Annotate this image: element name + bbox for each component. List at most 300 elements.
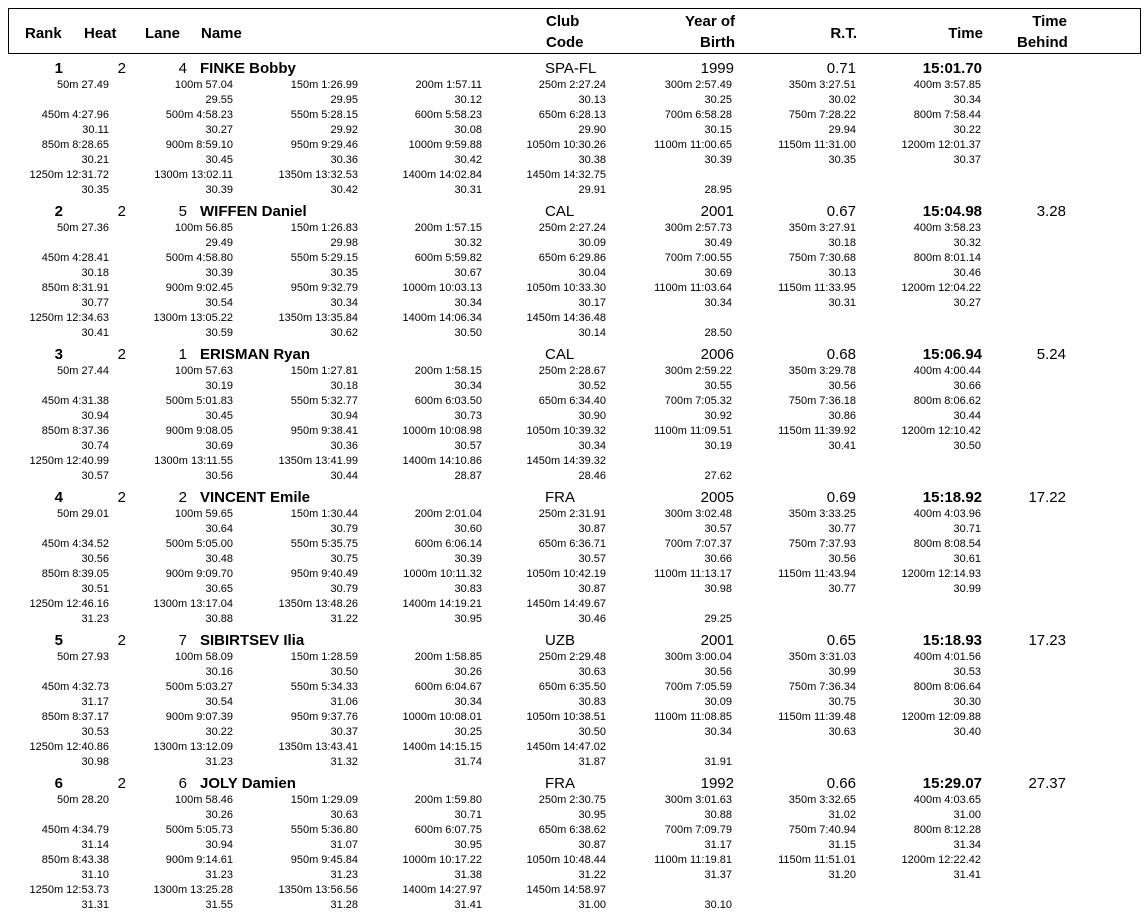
swimmer-name: ERISMAN Ryan [200, 346, 311, 363]
split-time: 450m 4:32.73 [41, 681, 109, 693]
reaction-time: 0.67 [826, 203, 856, 220]
final-time: 15:18.93 [922, 632, 982, 649]
split-time: 50m 27.44 [57, 365, 109, 377]
split-lap: 30.95 [454, 613, 482, 625]
split-time: 800m 7:58.44 [913, 109, 981, 121]
split-time: 550m 5:32.77 [290, 395, 358, 407]
swimmer-name: FINKE Bobby [200, 60, 296, 77]
split-time: 100m 59.65 [174, 508, 233, 520]
split-time: 1200m 12:14.93 [901, 568, 981, 580]
split-lap: 30.36 [330, 154, 358, 166]
split-time: 1100m 11:19.81 [654, 854, 732, 866]
split-lap: 30.74 [81, 440, 109, 452]
split-time: 50m 28.20 [57, 794, 109, 806]
reaction-time: 0.68 [826, 346, 856, 363]
club-code: UZB [545, 632, 575, 649]
split-lap: 30.15 [704, 124, 732, 136]
split-time: 1450m 14:39.32 [526, 455, 606, 467]
split-time: 150m 1:30.44 [290, 508, 358, 520]
split-lap: 30.57 [81, 470, 109, 482]
split-lap: 30.41 [81, 327, 109, 339]
split-time: 450m 4:34.79 [41, 824, 109, 836]
split-lap: 30.34 [454, 380, 482, 392]
reaction-time: 0.65 [826, 632, 856, 649]
split-lap: 30.75 [828, 696, 856, 708]
split-time: 1050m 10:42.19 [526, 568, 606, 580]
split-lap: 29.91 [578, 184, 606, 196]
split-lap: 30.56 [828, 380, 856, 392]
split-time: 450m 4:28.41 [41, 252, 109, 264]
split-time: 50m 27.93 [57, 651, 109, 663]
split-time: 1000m 10:17.22 [402, 854, 482, 866]
lane-cell: 6 [178, 775, 187, 792]
split-lap: 31.41 [454, 899, 482, 911]
split-lap: 30.45 [205, 154, 233, 166]
split-time: 500m 5:03.27 [165, 681, 233, 693]
split-time: 1050m 10:33.30 [526, 282, 606, 294]
rank-cell: 4 [54, 489, 63, 506]
split-lap: 30.86 [828, 410, 856, 422]
split-lap: 30.71 [454, 809, 482, 821]
split-time: 1450m 14:58.97 [526, 884, 606, 896]
split-lap: 30.42 [454, 154, 482, 166]
split-time: 350m 3:32.65 [788, 794, 856, 806]
split-lap: 30.02 [828, 94, 856, 106]
split-time: 750m 7:40.94 [788, 824, 856, 836]
heat-cell: 2 [117, 203, 126, 220]
split-lap: 30.39 [454, 553, 482, 565]
split-time: 250m 2:30.75 [538, 794, 606, 806]
split-lap: 30.30 [953, 696, 981, 708]
split-time: 550m 5:35.75 [290, 538, 358, 550]
split-time: 850m 8:31.91 [41, 282, 109, 294]
split-time: 600m 5:59.82 [414, 252, 482, 264]
time-behind: 27.37 [1028, 775, 1066, 792]
header-club-line1: Club [546, 13, 580, 30]
split-lap: 30.94 [81, 410, 109, 422]
split-lap: 30.45 [205, 410, 233, 422]
split-time: 150m 1:26.83 [290, 222, 358, 234]
split-lap: 30.77 [828, 523, 856, 535]
split-lap: 31.34 [953, 839, 981, 851]
split-lap: 30.42 [330, 184, 358, 196]
split-time: 1050m 10:38.51 [526, 711, 606, 723]
split-lap: 30.95 [578, 809, 606, 821]
split-time: 1150m 11:39.48 [778, 711, 856, 723]
year-of-birth: 2001 [700, 203, 734, 220]
split-lap: 30.26 [454, 666, 482, 678]
split-time: 400m 3:57.85 [913, 79, 981, 91]
heat-cell: 2 [117, 489, 126, 506]
split-lap: 30.11 [82, 124, 109, 136]
rank-cell: 3 [54, 346, 63, 363]
split-time: 1200m 12:10.42 [901, 425, 981, 437]
split-lap: 30.10 [704, 899, 732, 911]
reaction-time: 0.69 [826, 489, 856, 506]
split-time: 1150m 11:39.92 [778, 425, 856, 437]
heat-cell: 2 [117, 775, 126, 792]
split-time: 500m 5:05.00 [165, 538, 233, 550]
split-time: 350m 3:31.03 [788, 651, 856, 663]
split-lap: 30.65 [205, 583, 233, 595]
year-of-birth: 2005 [700, 489, 734, 506]
split-time: 1200m 12:01.37 [901, 139, 981, 151]
split-lap: 30.32 [953, 237, 981, 249]
time-behind: 3.28 [1036, 203, 1066, 220]
split-lap: 30.31 [454, 184, 482, 196]
split-time: 1300m 13:02.11 [154, 169, 233, 181]
split-lap: 30.18 [81, 267, 109, 279]
heat-cell: 2 [117, 60, 126, 77]
split-time: 1400m 14:27.97 [402, 884, 482, 896]
split-time: 1250m 12:31.72 [29, 169, 109, 181]
split-time: 1100m 11:09.51 [654, 425, 732, 437]
split-lap: 30.99 [953, 583, 981, 595]
split-time: 450m 4:27.96 [41, 109, 109, 121]
split-lap: 30.94 [330, 410, 358, 422]
split-time: 1350m 13:56.56 [278, 884, 358, 896]
split-lap: 29.94 [828, 124, 856, 136]
split-time: 850m 8:37.36 [41, 425, 109, 437]
split-lap: 30.34 [704, 726, 732, 738]
split-time: 400m 4:00.44 [913, 365, 981, 377]
final-time: 15:18.92 [922, 489, 982, 506]
swimmer-name: WIFFEN Daniel [200, 203, 307, 220]
time-behind: 17.22 [1028, 489, 1066, 506]
split-lap: 30.92 [704, 410, 732, 422]
split-lap: 30.38 [578, 154, 606, 166]
split-time: 1450m 14:47.02 [526, 741, 606, 753]
split-lap: 31.23 [330, 869, 358, 881]
split-time: 1250m 12:40.99 [29, 455, 109, 467]
split-lap: 30.79 [330, 523, 358, 535]
final-time: 15:06.94 [922, 346, 982, 363]
split-lap: 30.77 [828, 583, 856, 595]
split-time: 150m 1:26.99 [290, 79, 358, 91]
split-lap: 30.26 [205, 809, 233, 821]
split-time: 850m 8:39.05 [41, 568, 109, 580]
split-lap: 30.46 [578, 613, 606, 625]
split-lap: 30.34 [953, 94, 981, 106]
split-time: 1350m 13:48.26 [278, 598, 358, 610]
split-lap: 30.44 [330, 470, 358, 482]
split-lap: 30.98 [704, 583, 732, 595]
split-time: 250m 2:27.24 [538, 222, 606, 234]
header-yob-line1: Year of [684, 13, 735, 30]
swimmer-name: JOLY Damien [200, 775, 296, 792]
split-lap: 31.32 [330, 756, 358, 768]
split-lap: 30.64 [205, 523, 233, 535]
split-lap: 31.00 [953, 809, 981, 821]
split-lap: 30.34 [454, 297, 482, 309]
split-time: 100m 58.46 [174, 794, 233, 806]
split-lap: 30.17 [578, 297, 606, 309]
header-heat: Heat [84, 25, 117, 42]
split-lap: 30.51 [81, 583, 109, 595]
split-lap: 30.09 [578, 237, 606, 249]
split-time: 1150m 11:33.95 [778, 282, 856, 294]
split-lap: 31.55 [205, 899, 233, 911]
lane-cell: 4 [178, 60, 187, 77]
split-time: 750m 7:36.18 [788, 395, 856, 407]
split-time: 400m 4:03.96 [913, 508, 981, 520]
split-lap: 27.62 [704, 470, 732, 482]
split-lap: 30.50 [578, 726, 606, 738]
split-time: 900m 9:08.05 [165, 425, 233, 437]
split-lap: 28.50 [704, 327, 732, 339]
split-time: 600m 5:58.23 [414, 109, 482, 121]
split-lap: 30.34 [704, 297, 732, 309]
split-time: 1150m 11:43.94 [778, 568, 856, 580]
split-time: 700m 7:09.79 [664, 824, 732, 836]
split-lap: 30.56 [205, 470, 233, 482]
split-time: 100m 57.63 [174, 365, 233, 377]
split-time: 750m 7:28.22 [788, 109, 856, 121]
split-lap: 30.56 [81, 553, 109, 565]
split-lap: 29.98 [330, 237, 358, 249]
split-time: 800m 8:12.28 [913, 824, 981, 836]
table-header [8, 8, 1141, 54]
split-time: 200m 1:57.11 [415, 79, 482, 91]
split-lap: 30.08 [454, 124, 482, 136]
club-code: CAL [545, 203, 575, 220]
lane-cell: 5 [178, 203, 187, 220]
split-lap: 30.54 [205, 696, 233, 708]
split-time: 950m 9:37.76 [290, 711, 358, 723]
split-time: 500m 4:58.80 [165, 252, 233, 264]
split-lap: 31.23 [205, 869, 233, 881]
split-lap: 30.34 [578, 440, 606, 452]
split-lap: 30.35 [330, 267, 358, 279]
split-time: 950m 9:45.84 [290, 854, 358, 866]
split-time: 100m 58.09 [174, 651, 233, 663]
split-lap: 30.22 [205, 726, 233, 738]
split-time: 1000m 9:59.88 [408, 139, 482, 151]
split-lap: 30.22 [953, 124, 981, 136]
split-lap: 30.71 [953, 523, 981, 535]
split-lap: 30.34 [454, 696, 482, 708]
split-time: 950m 9:32.79 [290, 282, 358, 294]
split-time: 1150m 11:31.00 [778, 139, 856, 151]
split-time: 1300m 13:11.55 [154, 455, 233, 467]
split-lap: 31.17 [704, 839, 732, 851]
split-time: 200m 1:57.15 [414, 222, 482, 234]
split-lap: 31.91 [704, 756, 732, 768]
split-time: 500m 5:05.73 [165, 824, 233, 836]
split-lap: 31.14 [81, 839, 109, 851]
split-time: 400m 4:03.65 [913, 794, 981, 806]
split-time: 400m 4:01.56 [913, 651, 981, 663]
club-code: CAL [545, 346, 575, 363]
split-lap: 30.63 [330, 809, 358, 821]
rank-cell: 5 [54, 632, 63, 649]
split-time: 550m 5:28.15 [290, 109, 358, 121]
split-time: 1350m 13:35.84 [278, 312, 358, 324]
split-lap: 31.17 [81, 696, 109, 708]
split-lap: 31.06 [330, 696, 358, 708]
split-lap: 30.04 [578, 267, 606, 279]
split-time: 1000m 10:08.98 [402, 425, 482, 437]
split-lap: 30.73 [454, 410, 482, 422]
split-time: 1250m 12:40.86 [29, 741, 109, 753]
split-lap: 30.62 [330, 327, 358, 339]
split-time: 350m 3:29.78 [788, 365, 856, 377]
final-time: 15:01.70 [922, 60, 982, 77]
split-time: 350m 3:27.51 [788, 79, 856, 91]
lane-cell: 1 [178, 346, 187, 363]
split-time: 50m 27.49 [57, 79, 109, 91]
split-lap: 28.87 [454, 470, 482, 482]
split-lap: 29.49 [205, 237, 233, 249]
split-time: 600m 6:03.50 [414, 395, 482, 407]
split-time: 650m 6:35.50 [538, 681, 606, 693]
split-lap: 29.55 [205, 94, 233, 106]
split-lap: 30.46 [953, 267, 981, 279]
split-lap: 31.23 [81, 613, 109, 625]
split-time: 1400m 14:02.84 [402, 169, 482, 181]
split-lap: 30.16 [205, 666, 233, 678]
split-time: 600m 6:06.14 [414, 538, 482, 550]
header-rank: Rank [25, 25, 62, 42]
split-lap: 30.87 [578, 839, 606, 851]
split-time: 1000m 10:11.32 [403, 568, 482, 580]
split-time: 1300m 13:17.04 [153, 598, 233, 610]
split-time: 200m 1:59.80 [414, 794, 482, 806]
split-lap: 30.25 [454, 726, 482, 738]
split-time: 600m 6:04.67 [414, 681, 482, 693]
split-lap: 29.95 [330, 94, 358, 106]
split-time: 300m 2:59.22 [664, 365, 732, 377]
split-time: 1200m 12:04.22 [901, 282, 981, 294]
split-time: 100m 56.85 [174, 222, 233, 234]
year-of-birth: 1992 [700, 775, 734, 792]
split-lap: 29.90 [578, 124, 606, 136]
split-time: 350m 3:33.25 [788, 508, 856, 520]
split-time: 750m 7:37.93 [788, 538, 856, 550]
club-code: FRA [545, 775, 575, 792]
split-time: 1100m 11:08.85 [654, 711, 732, 723]
lane-cell: 7 [178, 632, 187, 649]
heat-cell: 2 [117, 632, 126, 649]
split-time: 1350m 13:41.99 [278, 455, 358, 467]
split-time: 300m 3:00.04 [664, 651, 732, 663]
split-time: 1400m 14:10.86 [402, 455, 482, 467]
split-lap: 30.55 [704, 380, 732, 392]
split-lap: 30.87 [578, 523, 606, 535]
split-lap: 30.35 [81, 184, 109, 196]
split-time: 1300m 13:12.09 [153, 741, 233, 753]
split-lap: 30.13 [828, 267, 856, 279]
split-time: 800m 8:08.54 [913, 538, 981, 550]
split-time: 250m 2:27.24 [538, 79, 606, 91]
final-time: 15:04.98 [922, 203, 982, 220]
split-time: 300m 3:02.48 [664, 508, 732, 520]
split-time: 50m 27.36 [57, 222, 109, 234]
split-lap: 30.27 [205, 124, 233, 136]
split-time: 500m 4:58.23 [165, 109, 233, 121]
rank-cell: 6 [54, 775, 63, 792]
split-time: 250m 2:31.91 [538, 508, 606, 520]
split-time: 750m 7:30.68 [788, 252, 856, 264]
split-time: 700m 7:00.55 [664, 252, 732, 264]
header-behind-line1: Time [1032, 13, 1067, 30]
club-code: FRA [545, 489, 575, 506]
split-time: 500m 5:01.83 [165, 395, 233, 407]
split-lap: 30.19 [704, 440, 732, 452]
split-time: 900m 8:59.10 [165, 139, 233, 151]
split-lap: 29.92 [330, 124, 358, 136]
lane-cell: 2 [178, 489, 187, 506]
split-time: 850m 8:43.38 [41, 854, 109, 866]
split-time: 700m 7:05.32 [664, 395, 732, 407]
split-time: 1250m 12:46.16 [29, 598, 109, 610]
split-lap: 28.95 [704, 184, 732, 196]
split-time: 650m 6:29.86 [538, 252, 606, 264]
split-time: 250m 2:29.48 [538, 651, 606, 663]
header-club-line2: Code [546, 34, 584, 51]
split-time: 800m 8:06.64 [913, 681, 981, 693]
split-time: 300m 2:57.49 [664, 79, 732, 91]
split-time: 1300m 13:05.22 [153, 312, 233, 324]
split-lap: 30.87 [578, 583, 606, 595]
split-time: 800m 8:06.62 [913, 395, 981, 407]
split-lap: 30.67 [454, 267, 482, 279]
split-time: 1000m 10:03.13 [402, 282, 482, 294]
split-lap: 30.63 [828, 726, 856, 738]
split-lap: 30.54 [205, 297, 233, 309]
split-lap: 30.37 [953, 154, 981, 166]
split-time: 1100m 11:13.17 [654, 568, 732, 580]
split-lap: 31.22 [578, 869, 606, 881]
split-lap: 28.46 [578, 470, 606, 482]
split-time: 1000m 10:08.01 [402, 711, 482, 723]
split-lap: 30.57 [454, 440, 482, 452]
split-time: 150m 1:29.09 [290, 794, 358, 806]
split-time: 350m 3:27.91 [788, 222, 856, 234]
split-lap: 31.07 [330, 839, 358, 851]
split-time: 550m 5:36.80 [290, 824, 358, 836]
split-lap: 30.12 [454, 94, 482, 106]
split-time: 1050m 10:48.44 [526, 854, 606, 866]
split-lap: 31.22 [330, 613, 358, 625]
split-lap: 30.49 [704, 237, 732, 249]
split-lap: 30.35 [828, 154, 856, 166]
split-lap: 30.36 [330, 440, 358, 452]
split-time: 1200m 12:22.42 [901, 854, 981, 866]
split-lap: 30.27 [953, 297, 981, 309]
split-lap: 30.63 [578, 666, 606, 678]
rank-cell: 1 [54, 60, 63, 77]
split-lap: 30.41 [828, 440, 856, 452]
header-rt: R.T. [830, 25, 857, 42]
split-time: 1450m 14:49.67 [526, 598, 606, 610]
split-lap: 31.15 [828, 839, 856, 851]
split-lap: 30.53 [81, 726, 109, 738]
split-time: 1300m 13:25.28 [153, 884, 233, 896]
split-lap: 30.77 [81, 297, 109, 309]
split-lap: 30.40 [953, 726, 981, 738]
split-time: 550m 5:29.15 [290, 252, 358, 264]
reaction-time: 0.71 [826, 60, 856, 77]
split-time: 300m 2:57.73 [664, 222, 732, 234]
split-time: 250m 2:28.67 [538, 365, 606, 377]
split-time: 1350m 13:43.41 [278, 741, 358, 753]
split-lap: 31.38 [454, 869, 482, 881]
split-time: 900m 9:09.70 [165, 568, 233, 580]
split-time: 1350m 13:32.53 [278, 169, 358, 181]
time-behind: 17.23 [1028, 632, 1066, 649]
split-lap: 30.94 [205, 839, 233, 851]
